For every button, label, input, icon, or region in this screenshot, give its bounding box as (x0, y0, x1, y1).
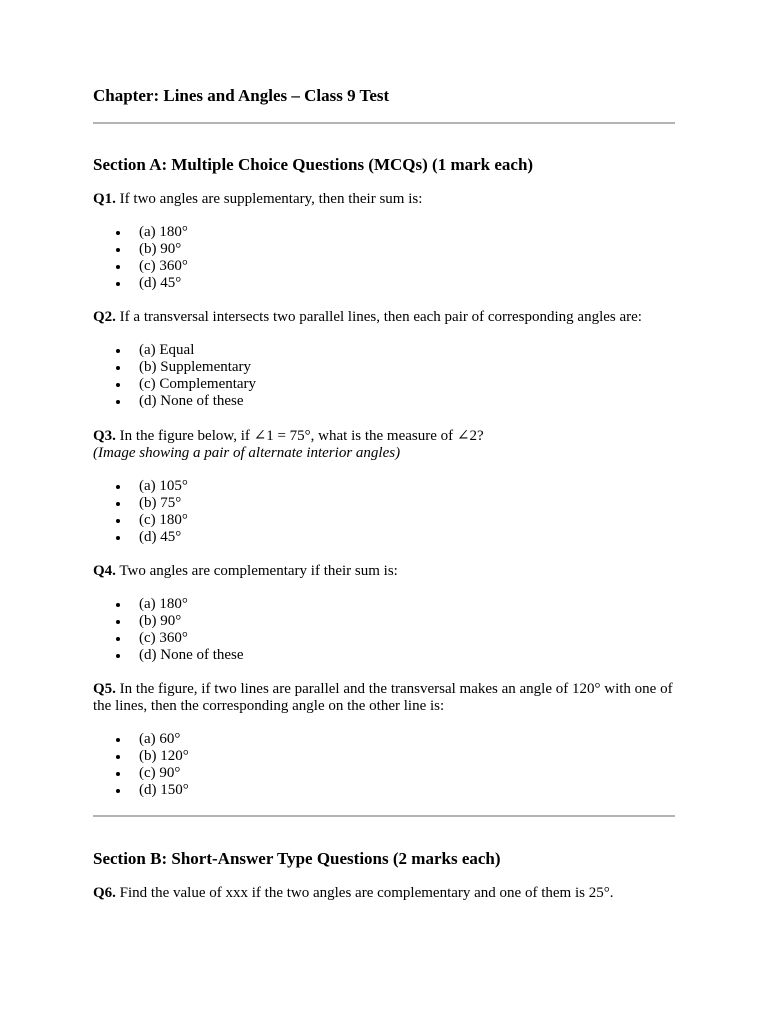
options-list-q5 (93, 731, 189, 799)
question-number: Q4. (93, 563, 116, 579)
page-title: Chapter: Lines and Angles – Class 9 Test (93, 86, 390, 105)
option-item: (a) 105° (93, 478, 188, 495)
options-list-q2 (93, 342, 256, 410)
option-item: (c) 180° (93, 512, 188, 529)
option-item: (d) None of these (93, 393, 256, 410)
options-list-q1 (93, 224, 188, 292)
question-number: Q3. (93, 428, 116, 444)
question-text: In the figure below, if ∠1 = 75°, what is the measure of ∠2? (115, 428, 484, 444)
option-item: (a) 180° (93, 596, 244, 613)
option-item: (b) 120° (93, 748, 189, 765)
option-item: (a) 180° (93, 224, 188, 241)
question-text: In the figure, if two lines are parallel and the transversal makes an angle of 120° with one of the lines, then the corresponding angle on the other line is: (93, 681, 673, 714)
question-1 (93, 191, 422, 208)
option-item: (b) Supplementary (93, 359, 256, 376)
question-number: Q5. (93, 681, 116, 697)
option-item: (b) 75° (93, 495, 188, 512)
question-4 (93, 563, 398, 580)
question-2 (93, 309, 642, 326)
question-text: If a transversal intersects two parallel lines, then each pair of corresponding angles are: (115, 309, 642, 325)
divider (93, 815, 675, 817)
option-item: (d) 150° (93, 782, 189, 799)
question-text: Two angles are complementary if their sum is: (115, 563, 398, 579)
divider (93, 122, 675, 124)
question-text: Find the value of xxx if the two angles are complementary and one of them is 25°. (115, 885, 614, 901)
section-a-heading: Section A: Multiple Choice Questions (MCQs) (1 mark each) (93, 155, 534, 174)
option-item: (a) Equal (93, 342, 256, 359)
option-item: (c) Complementary (93, 376, 256, 393)
options-list-q4 (93, 596, 244, 664)
figure-note: (Image showing a pair of alternate interior angles) (93, 445, 401, 461)
question-number: Q1. (93, 191, 116, 207)
section-b-heading: Section B: Short-Answer Type Questions (2 marks each) (93, 849, 501, 868)
option-item: (d) 45° (93, 275, 188, 292)
question-3 (93, 428, 484, 445)
question-number: Q2. (93, 309, 116, 325)
question-5 (93, 681, 675, 715)
question-text: If two angles are supplementary, then their sum is: (115, 191, 423, 207)
question-6 (93, 885, 613, 902)
option-item: (a) 60° (93, 731, 189, 748)
option-item: (b) 90° (93, 613, 244, 630)
question-number: Q6. (93, 885, 116, 901)
option-item: (c) 360° (93, 630, 244, 647)
option-item: (d) None of these (93, 647, 244, 664)
options-list-q3 (93, 478, 188, 546)
option-item: (c) 360° (93, 258, 188, 275)
option-item: (c) 90° (93, 765, 189, 782)
option-item: (b) 90° (93, 241, 188, 258)
option-item: (d) 45° (93, 529, 188, 546)
